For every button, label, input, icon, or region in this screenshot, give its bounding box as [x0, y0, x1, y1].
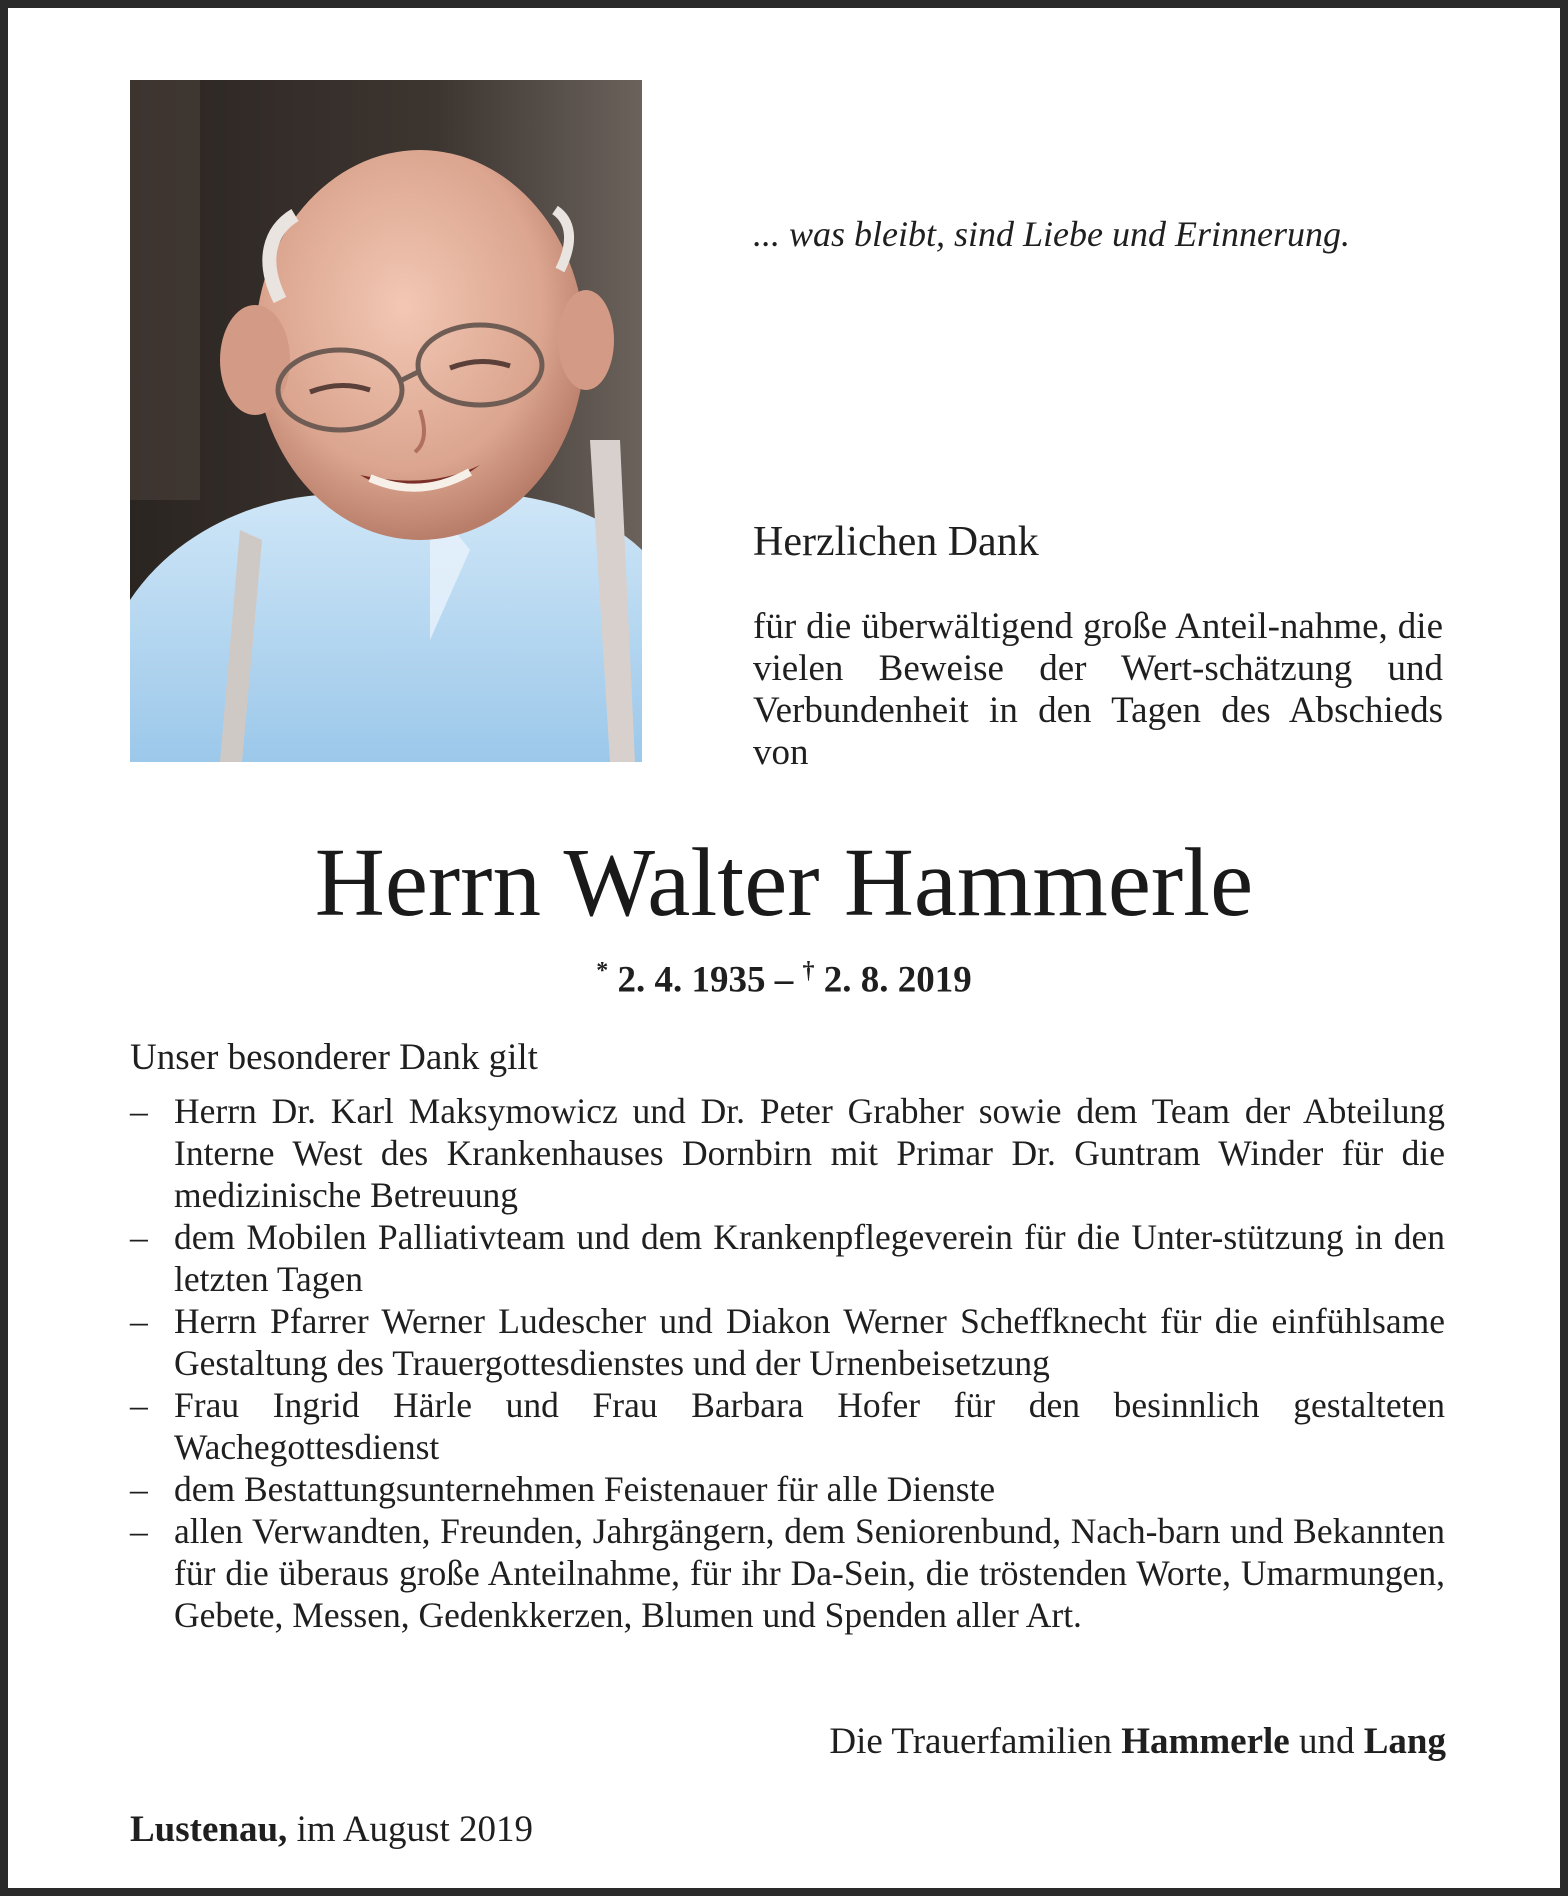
place-date-text: im August 2019 — [296, 1809, 533, 1850]
list-dash: – — [130, 1469, 148, 1509]
birth-symbol: * — [596, 958, 609, 984]
list-item — [130, 1510, 1445, 1636]
list-dash: – — [130, 1385, 148, 1425]
list-item-text: Herrn Pfarrer Werner Ludescher und Diakon Werner Scheffknecht für die einfühlsame Gestaltung des Trauergottesdienstes und der Urnenbeisetzung — [174, 1301, 1445, 1383]
family-name-1: Hammerle — [1121, 1721, 1290, 1762]
family-signature — [829, 1720, 1446, 1763]
list-item-text: allen Verwandten, Freunden, Jahrgängern, dem Seniorenbund, Nach-barn und Bekannten für die überaus große Anteilnahme, für ihr Da-Sein, die tröstenden Worte, Umarmungen, Gebete, Messen, Gedenkkerzen, Blumen und Spenden aller Art. — [174, 1511, 1445, 1635]
portrait-image — [130, 80, 642, 762]
death-symbol: † — [802, 958, 815, 984]
list-dash: – — [130, 1091, 148, 1131]
place-city: Lustenau, — [130, 1809, 288, 1850]
list-item — [130, 1090, 1445, 1216]
intro-paragraph: für die überwältigend große Anteil-nahme, die vielen Beweise der Wert-schätzung und Verbundenheit in den Tagen des Abschieds von — [753, 606, 1443, 773]
list-item — [130, 1384, 1445, 1468]
date-separator: – — [774, 959, 794, 1001]
signature-prefix: Die Trauerfamilien — [829, 1721, 1112, 1762]
birth-date: 2. 4. 1935 — [617, 959, 766, 1001]
list-item-text: Herrn Dr. Karl Maksymowicz und Dr. Peter Grabher sowie dem Team der Abteilung Interne West des Krankenhauses Dornbirn mit Primar Dr. Guntram Winder für die medizinische Betreuung — [174, 1091, 1445, 1215]
list-item — [130, 1216, 1445, 1300]
list-item — [130, 1300, 1445, 1384]
deceased-name: Herrn Walter Hammerle — [314, 829, 1254, 936]
list-item — [130, 1468, 1445, 1510]
motto-quote: ... was bleibt, sind Liebe und Erinnerung. — [753, 214, 1350, 254]
death-date: 2. 8. 2019 — [823, 959, 972, 1001]
list-dash: – — [130, 1511, 148, 1551]
life-dates — [8, 958, 1560, 1001]
place-date — [130, 1808, 533, 1851]
thanks-heading: Herzlichen Dank — [753, 519, 1039, 565]
family-name-2: Lang — [1363, 1721, 1446, 1762]
portrait-photo — [130, 80, 642, 762]
thanks-list — [130, 1090, 1445, 1636]
signature-connector: und — [1298, 1721, 1355, 1762]
list-dash: – — [130, 1301, 148, 1341]
list-item-text: dem Mobilen Palliativteam und dem Krankenpflegeverein für die Unter-stützung in den letzten Tagen — [174, 1217, 1445, 1299]
list-item-text: dem Bestattungsunternehmen Feistenauer für alle Dienste — [174, 1469, 996, 1509]
special-thanks-title: Unser besonderer Dank gilt — [130, 1037, 538, 1078]
list-item-text: Frau Ingrid Härle und Frau Barbara Hofer für den besinnlich gestalteten Wachegottesdienst — [174, 1385, 1445, 1467]
list-dash: – — [130, 1217, 148, 1257]
